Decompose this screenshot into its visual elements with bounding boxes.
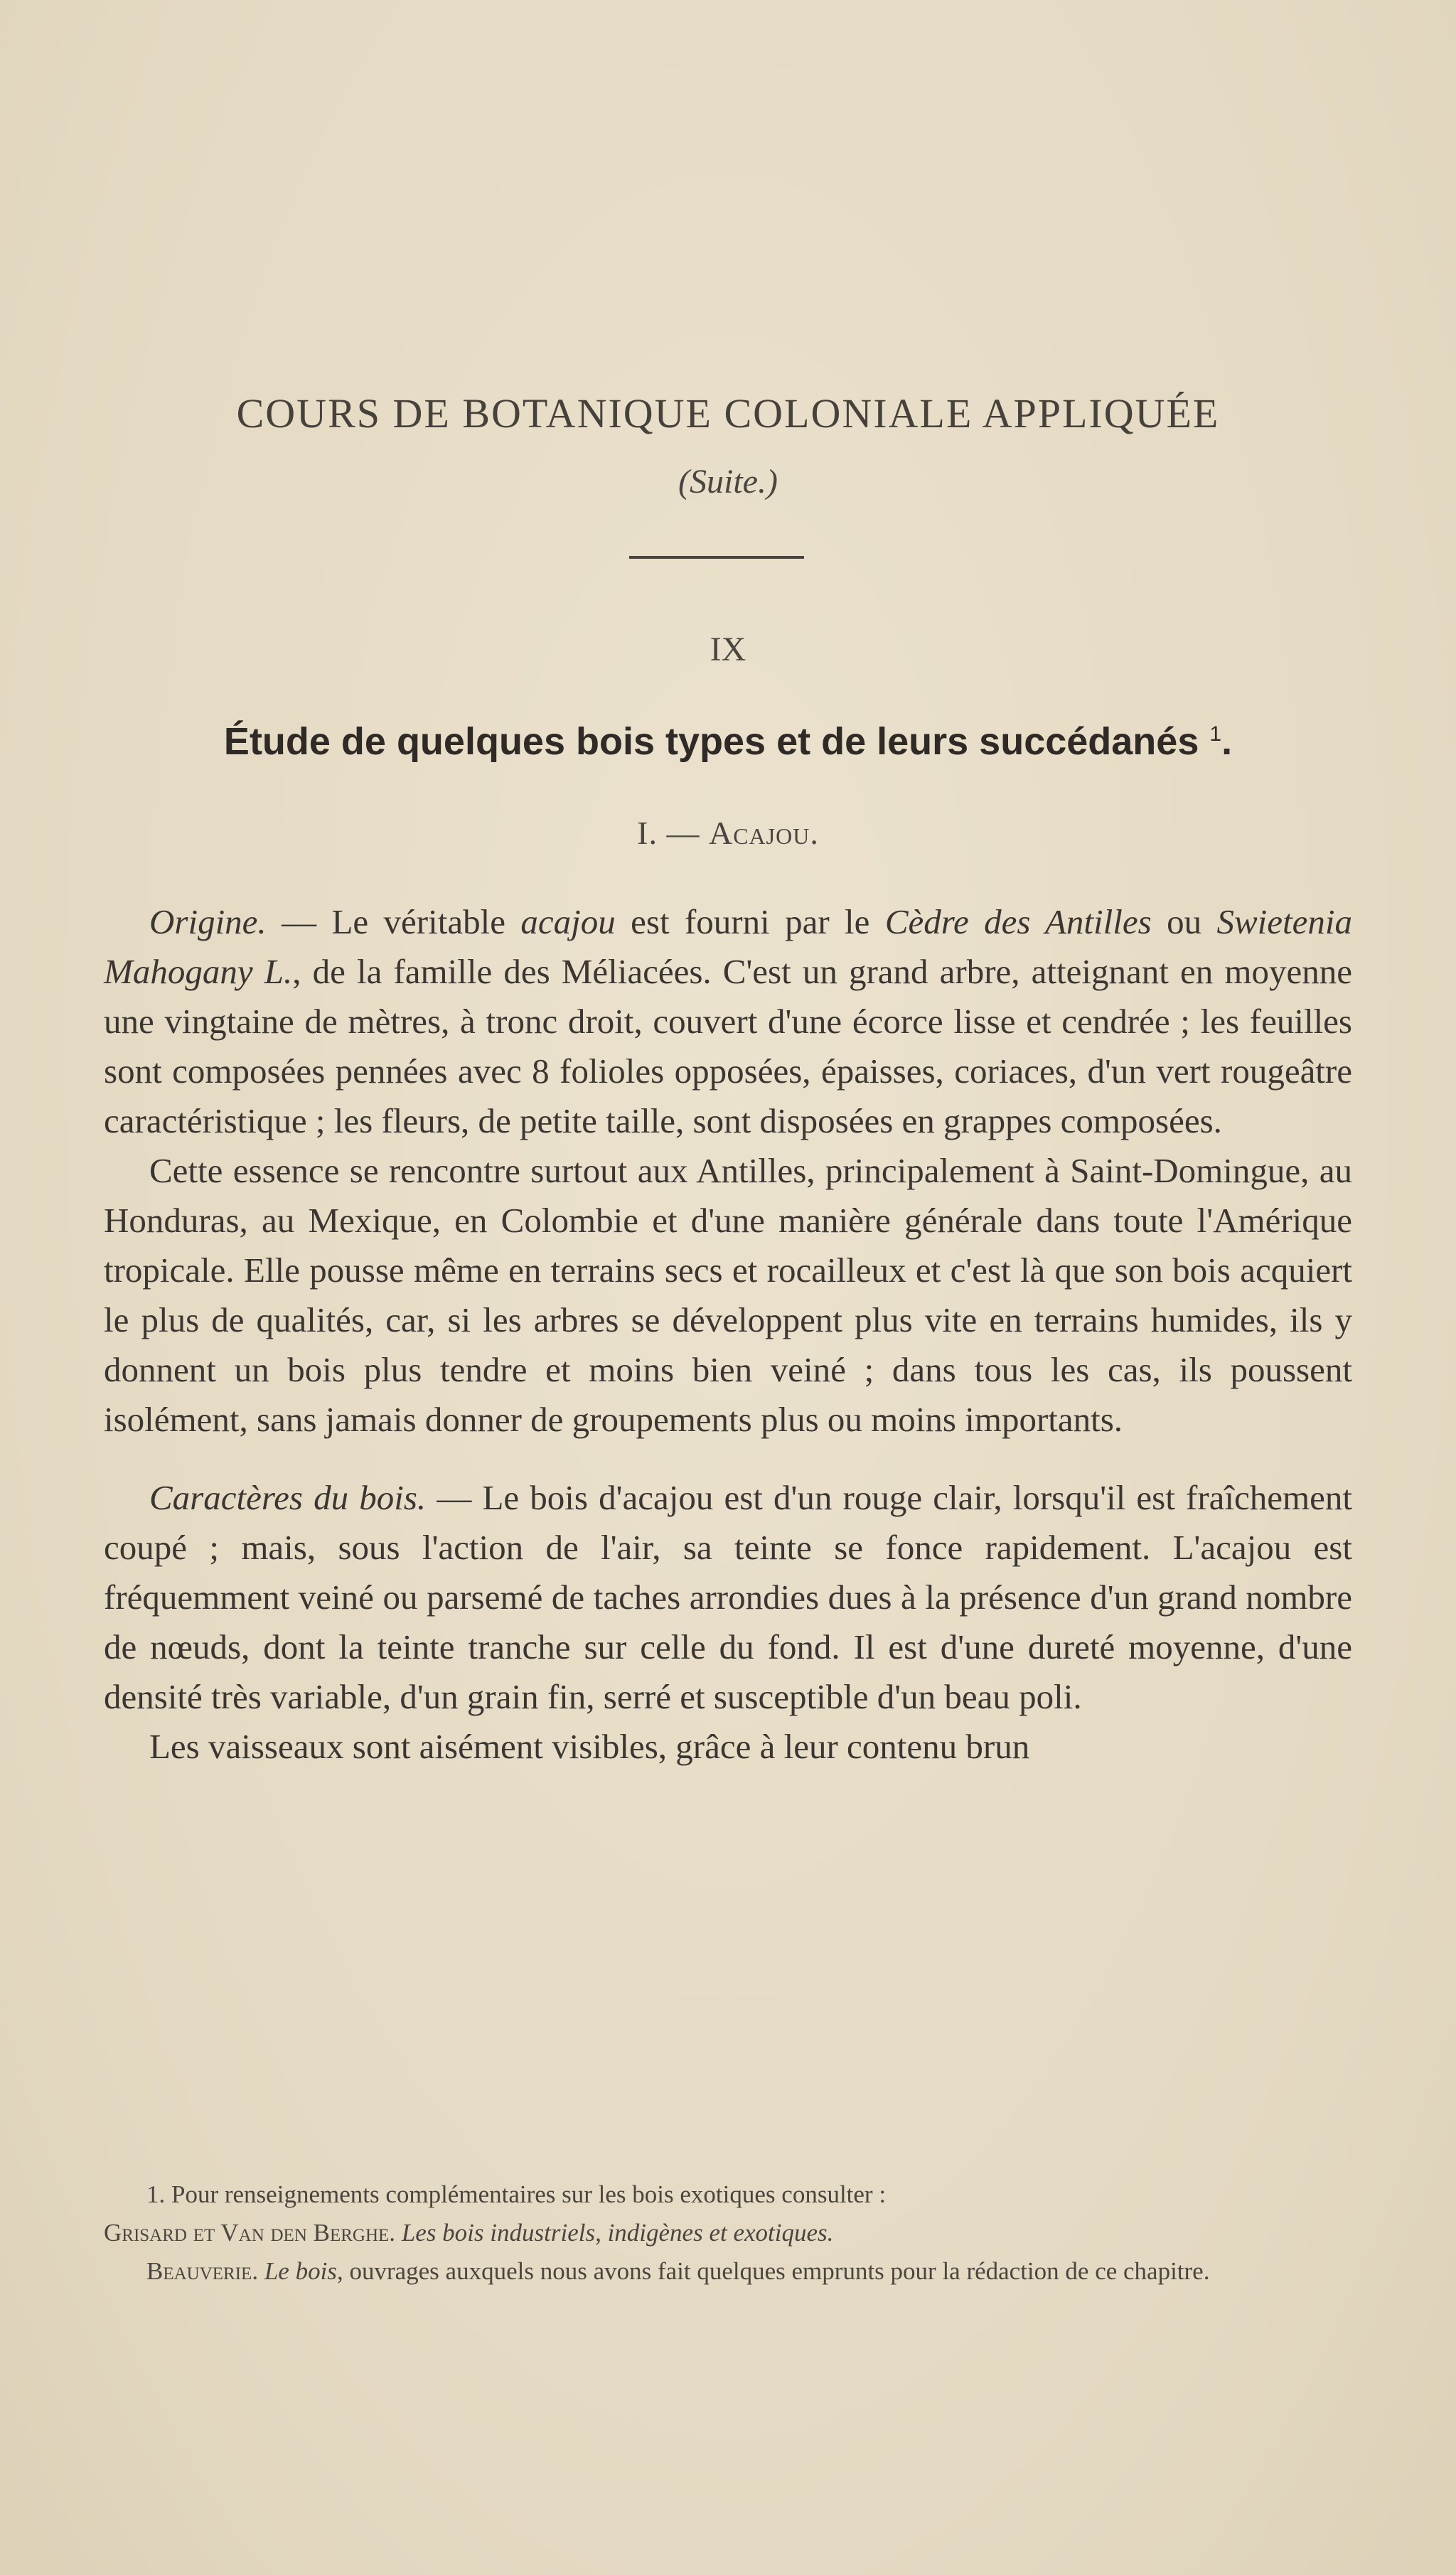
footnote-author: Beauverie. (146, 2257, 259, 2285)
footnote-mark: 1 (1209, 722, 1222, 746)
text-run: — Le bois d'acajou est d'un rouge clair, lorsqu'il est fraîchement coupé ; mais, sous l'action de l'air, sa teinte se fonce rapidement. L'acajou est fréquemment veiné ou parsemé de taches arrondies dues à la présence d'un grand nombre de nœuds, dont la teinte tranche sur celle du fond. Il est d'une dureté moyenne, d'une densité très variable, d'un grain fin, serré et susceptible d'un beau poli. (104, 1478, 1352, 1716)
subsection-number: I. — (637, 815, 700, 851)
page-subtitle: (Suite.) (678, 463, 778, 500)
italic-run: Swietenia Mahogany L. (104, 902, 1353, 991)
text-run: , ouvrages auxquels nous avons fait quelques emprunts pour la rédaction de ce chapitre. (336, 2257, 1210, 2285)
italic-run: acajou (520, 902, 616, 941)
footnote-authors: Grisard et Van den Berghe. (104, 2219, 396, 2247)
footnotes (104, 2175, 1352, 2291)
text-run: Pour renseignements complémentaires sur les bois exotiques consulter : (165, 2180, 887, 2208)
footnote-number: 1. (146, 2180, 166, 2208)
paragraph-origine (104, 897, 1352, 1146)
italic-run: Cèdre des Antilles (884, 902, 1152, 941)
section-title-end: . (1221, 720, 1233, 763)
subsection-heading (0, 814, 1456, 852)
paragraph-lead: Caractères du bois. (149, 1478, 427, 1517)
subsection-name: Acajou. (708, 815, 819, 851)
text-run: — Le véritable (266, 902, 521, 941)
chapter-numeral: IX (710, 631, 746, 668)
title-divider (629, 556, 804, 559)
footnote-book-title: Le bois (258, 2257, 337, 2285)
paragraph-distribution: Cette essence se rencontre surtout aux Antilles, principalement à Saint-Domingue, au Honduras, au Mexique, en Colombie et d'une manière générale dans toute l'Amérique tropicale. Elle pousse même en terrains secs et rocailleux et c'est là que son bois acquiert le plus de qualités, car, si les arbres se développent plus vite en terrains humides, ils y donnent un bois plus tendre et moins bien veiné ; dans tous les cas, ils poussent isolément, sans jamais donner de groupements plus ou moins importants. (104, 1151, 1352, 1439)
text-run: , de la famille des Méliacées. C'est un grand arbre, atteignant en moyenne une vingtaine de mètres, à tronc droit, couvert d'une écorce lisse et cendrée ; les feuilles sont composées pennées avec 8 folioles opposées, épaisses, coriaces, d'un vert rougeâtre caractéristique ; les fleurs, de petite taille, sont disposées en grappes composées. (104, 952, 1352, 1140)
paragraph-caracteres (104, 1473, 1352, 1722)
page-title: COURS DE BOTANIQUE COLONIALE APPLIQUÉE (236, 390, 1220, 437)
footnote-2 (104, 2252, 1352, 2291)
footnote-1 (104, 2175, 1352, 2252)
footnote-book-title: Les bois industriels, indigènes et exotiques. (395, 2219, 834, 2247)
text-run: ou (1151, 902, 1217, 941)
section-title-text: Étude de quelques bois types et de leurs succédanés (223, 720, 1199, 763)
section-title (0, 719, 1456, 764)
paragraph-vaisseaux: Les vaisseaux sont aisément visibles, grâce à leur contenu brun (149, 1727, 1030, 1766)
paragraph-lead: Origine. (149, 902, 267, 941)
text-run: est fourni par le (615, 902, 885, 941)
body-text (104, 897, 1352, 1772)
